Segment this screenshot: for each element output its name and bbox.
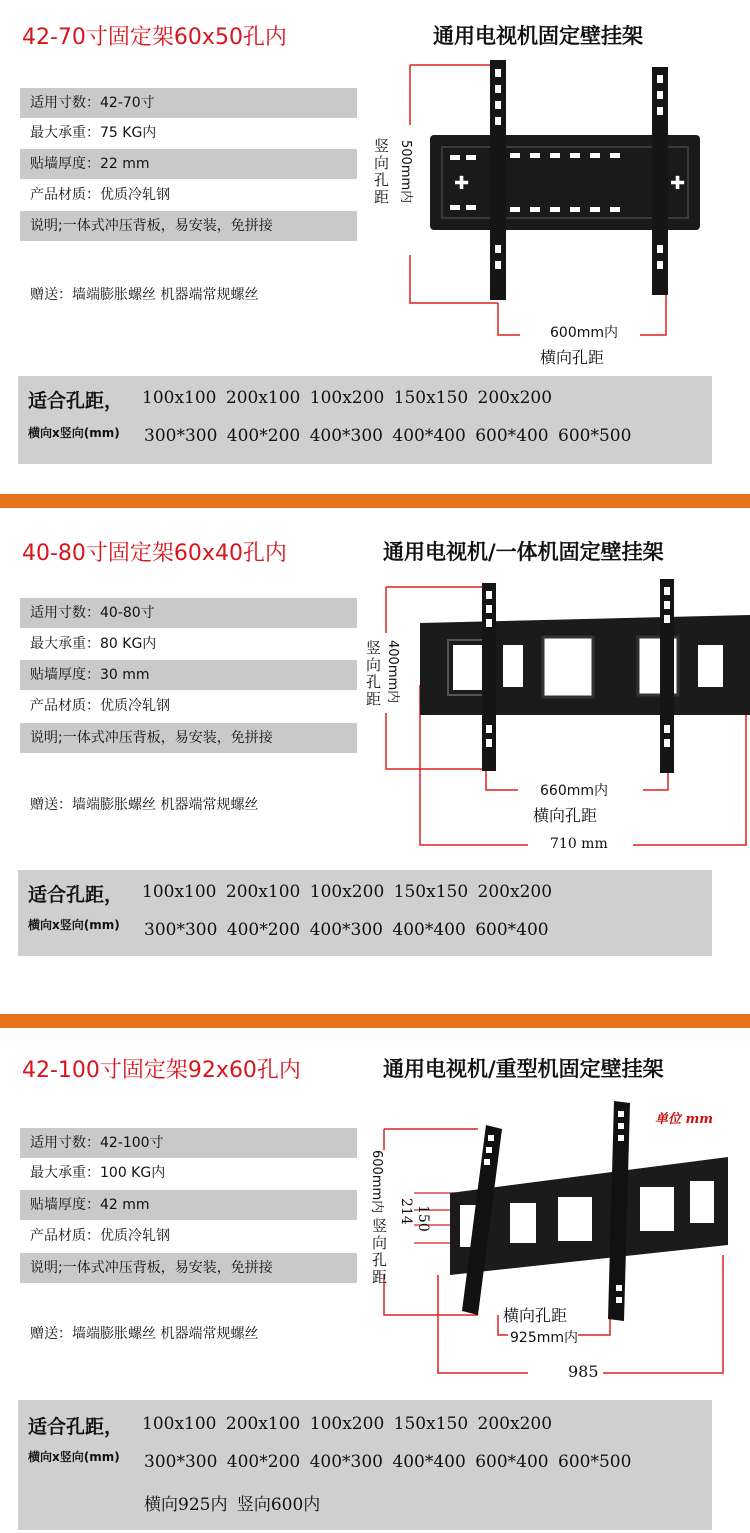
spec-thickness: 贴墙厚度：42 mm <box>20 1190 357 1220</box>
spec-load: 最大承重：75 KG内 <box>30 125 157 141</box>
fit-row-2: 300*300 400*200 400*300 400*400 600*400 600*500 <box>144 1452 632 1472</box>
spec-material: 产品材质：优质冷轧钢 <box>30 187 170 203</box>
fit-subtitle: 横向x竖向(mm) <box>28 1450 120 1464</box>
spec-material: 产品材质：优质冷轧钢 <box>30 1228 170 1244</box>
spec-note: 说明;一体式冲压背板，易安装，免拼接 <box>20 1253 357 1283</box>
dim-vertical-num: 500mm内 <box>398 140 413 204</box>
spec-thickness: 贴墙厚度：30 mm <box>20 660 357 690</box>
spec-load: 最大承重：80 KG内 <box>30 636 157 652</box>
spec-size: 适用寸数：42-70寸 <box>20 88 357 118</box>
section-title: 42-100寸固定架92x60孔内 <box>22 1058 301 1083</box>
spec-size: 适用寸数：40-80寸 <box>20 598 357 628</box>
spec-load: 最大承重：100 KG内 <box>30 1165 166 1181</box>
divider <box>0 1014 750 1028</box>
fit-row-1: 100x100 200x100 100x200 150x150 200x200 <box>142 1414 553 1434</box>
dim-horizontal-num: 600mm内 <box>550 325 618 341</box>
fit-row-2: 300*300 400*200 400*300 400*400 600*400 <box>144 920 549 940</box>
dim-horizontal-num: 925mm内 <box>510 1330 578 1346</box>
dim-vertical-num: 600mm内 <box>369 1150 384 1214</box>
gift-text: 赠送：墙端膨胀螺丝 机器端常规螺丝 <box>30 1326 259 1342</box>
fit-row-3: 横向925内 竖向600内 <box>144 1495 321 1515</box>
dim-horizontal-num: 660mm内 <box>540 783 608 799</box>
dim-width: 985 <box>568 1362 599 1381</box>
spec-thickness: 贴墙厚度：22 mm <box>20 149 357 179</box>
product-title: 通用电视机/重型机固定壁挂架 <box>383 1056 664 1081</box>
fit-subtitle: 横向x竖向(mm) <box>28 918 120 932</box>
dim-150: 150 <box>415 1205 431 1232</box>
svg-text:✚: ✚ <box>670 173 686 194</box>
fit-box <box>18 1400 712 1530</box>
dim-vertical-text: 竖向孔距 <box>372 1217 388 1286</box>
fit-title: 适合孔距， <box>28 884 124 906</box>
fit-row-1: 100x100 200x100 100x200 150x150 200x200 <box>142 882 553 902</box>
fit-title: 适合孔距， <box>28 1416 124 1438</box>
product-title: 通用电视机固定壁挂架 <box>433 23 643 48</box>
fit-subtitle: 横向x竖向(mm) <box>28 426 120 440</box>
dim-vertical-text: 竖向孔距 <box>374 137 390 206</box>
spec-size: 适用寸数：42-100寸 <box>20 1128 357 1158</box>
svg-text:✚: ✚ <box>454 173 470 194</box>
spec-material: 产品材质：优质冷轧钢 <box>30 698 170 714</box>
fit-box <box>18 870 712 956</box>
fit-row-1: 100x100 200x100 100x200 150x150 200x200 <box>142 388 553 408</box>
gift-text: 赠送：墙端膨胀螺丝 机器端常规螺丝 <box>30 797 259 813</box>
bracket-image <box>370 55 700 345</box>
spec-note: 说明;一体式冲压背板，易安装，免拼接 <box>20 723 357 753</box>
spec-note: 说明;一体式冲压背板，易安装，免拼接 <box>20 211 357 241</box>
fit-row-2: 300*300 400*200 400*300 400*400 600*400 600*500 <box>144 426 632 446</box>
product-title: 通用电视机/一体机固定壁挂架 <box>383 539 664 564</box>
dim-horizontal-text: 横向孔距 <box>503 1306 568 1325</box>
gift-text: 赠送：墙端膨胀螺丝 机器端常规螺丝 <box>30 287 259 303</box>
section-title: 40-80寸固定架60x40孔内 <box>22 541 287 566</box>
dim-vertical-num: 400mm内 <box>385 640 400 704</box>
dim-width: 710 mm <box>550 836 608 852</box>
unit-label: 单位 mm <box>655 1112 714 1127</box>
fit-box <box>18 376 712 464</box>
divider <box>0 494 750 508</box>
dim-214: 214 <box>398 1198 414 1225</box>
section-title: 42-70寸固定架60x50孔内 <box>22 25 287 50</box>
dim-vertical-text: 竖向孔距 <box>366 639 382 708</box>
dim-horizontal-text: 横向孔距 <box>533 806 598 825</box>
fit-title: 适合孔距， <box>28 390 124 412</box>
dim-horizontal-text: 横向孔距 <box>540 348 605 367</box>
